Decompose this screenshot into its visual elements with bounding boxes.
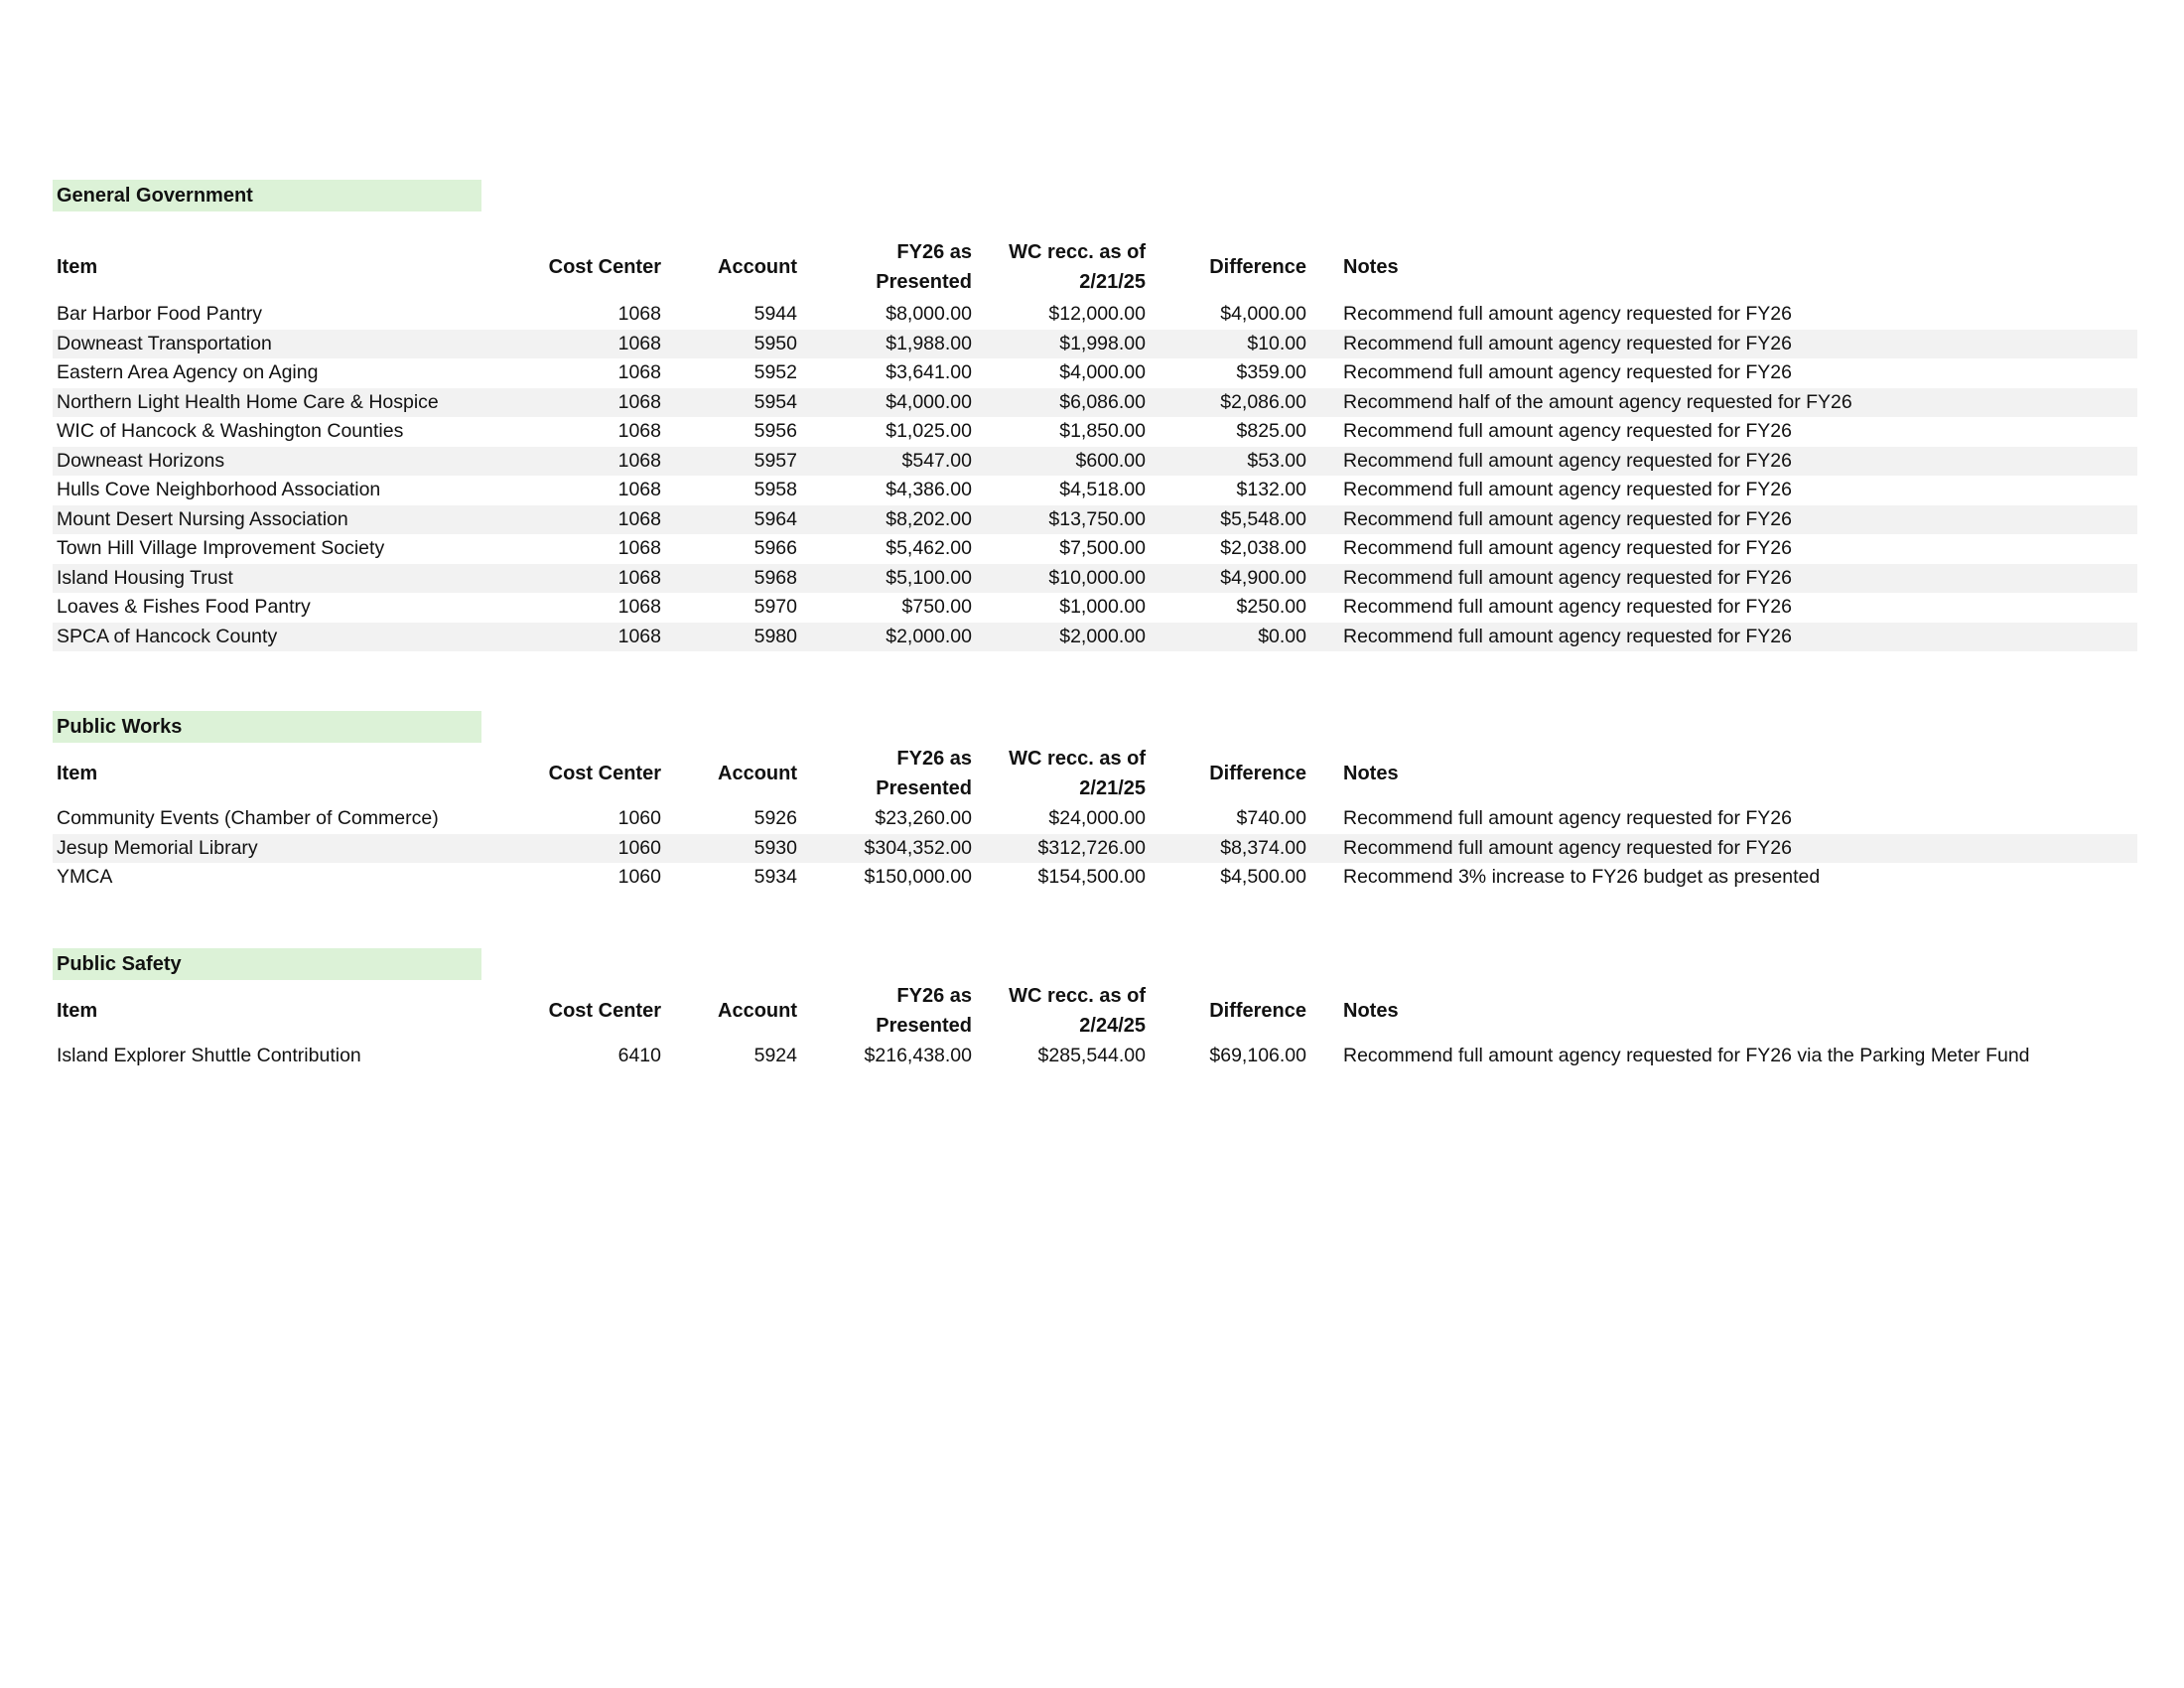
table-row [53,863,2137,893]
col-header-fy26-line1: FY26 as [896,748,972,770]
cell-difference: $2,038.00 [1220,537,1306,559]
cell-difference: $4,500.00 [1220,866,1306,888]
cell-cost-center: 1068 [617,390,661,413]
cell-item: Community Events (Chamber of Commerce) [57,807,439,829]
cell-item: Eastern Area Agency on Aging [57,361,319,383]
col-header-wc-date: 2/21/25 [1079,271,1146,293]
col-header-cost-center: Cost Center [548,256,661,278]
cell-account: 5926 [753,807,797,829]
cell-account: 5956 [753,420,797,442]
cell-difference: $132.00 [1236,479,1306,500]
cell-wc-recommendation: $154,500.00 [1037,866,1146,888]
col-header-fy26-line2: Presented [876,271,972,293]
col-header-cost-center: Cost Center [548,763,661,784]
cell-difference: $359.00 [1236,361,1306,383]
cell-wc-recommendation: $12,000.00 [1048,303,1146,325]
table-row [53,804,2137,834]
cell-cost-center: 1068 [617,507,661,530]
cell-fy26-presented: $2,000.00 [886,625,972,647]
col-header-fy26 [797,744,972,803]
col-header-notes: Notes [1343,1000,1399,1022]
cell-notes: Recommend full amount agency requested for FY26 [1343,303,1792,325]
table-row [53,593,2137,623]
cell-account: 5980 [753,625,797,647]
cell-cost-center: 1068 [617,537,661,559]
table-body [53,300,2137,651]
cell-item: Island Explorer Shuttle Contribution [57,1045,361,1066]
cell-wc-recommendation: $13,750.00 [1048,507,1146,530]
table-row [53,505,2137,535]
cell-account: 5957 [753,449,797,472]
cell-notes: Recommend full amount agency requested for FY26 [1343,807,1792,829]
cell-account: 5966 [753,537,797,559]
cell-account: 5934 [753,866,797,888]
cell-cost-center: 1068 [617,332,661,354]
col-header-wc-date: 2/21/25 [1079,777,1146,799]
cell-notes: Recommend full amount agency requested for FY26 [1343,361,1792,383]
table-row [53,388,2137,418]
cell-difference: $53.00 [1247,449,1306,472]
cell-difference: $740.00 [1236,807,1306,829]
col-header-fy26 [797,237,972,297]
col-header-wc [972,981,1146,1041]
cell-account: 5958 [753,479,797,500]
cell-account: 5930 [753,836,797,859]
cell-wc-recommendation: $2,000.00 [1059,625,1146,647]
cell-fy26-presented: $23,260.00 [875,807,972,829]
col-header-fy26-line2: Presented [876,1015,972,1037]
col-header-account: Account [718,1000,797,1022]
col-header-wc-line1: WC recc. as of [1009,985,1146,1007]
cell-account: 5924 [753,1045,797,1066]
section-title: Public Safety [53,948,481,980]
cell-fy26-presented: $1,988.00 [886,332,972,354]
col-header-fy26 [797,981,972,1041]
cell-wc-recommendation: $4,000.00 [1059,361,1146,383]
col-header-fy26-line2: Presented [876,777,972,799]
cell-item: Jesup Memorial Library [57,836,258,859]
cell-fy26-presented: $547.00 [901,449,972,472]
cell-difference: $10.00 [1247,332,1306,354]
cell-notes: Recommend full amount agency requested for FY26 [1343,625,1792,647]
cell-cost-center: 1060 [617,866,661,888]
cell-item: Hulls Cove Neighborhood Association [57,479,381,500]
cell-fy26-presented: $1,025.00 [886,420,972,442]
cell-item: Northern Light Health Home Care & Hospice [57,390,439,413]
cell-cost-center: 1060 [617,807,661,829]
table-row [53,358,2137,388]
cell-item: YMCA [57,866,113,888]
cell-wc-recommendation: $7,500.00 [1059,537,1146,559]
table-row [53,417,2137,447]
cell-notes: Recommend full amount agency requested for FY26 [1343,332,1792,354]
cell-notes: Recommend half of the amount agency requested for FY26 [1343,390,1852,413]
cell-item: SPCA of Hancock County [57,625,278,647]
cell-item: Mount Desert Nursing Association [57,507,348,530]
cell-wc-recommendation: $312,726.00 [1037,836,1146,859]
col-header-difference: Difference [1209,763,1306,784]
col-header-cost-center: Cost Center [548,1000,661,1022]
col-header-wc [972,744,1146,803]
cell-difference: $5,548.00 [1220,507,1306,530]
cell-fy26-presented: $750.00 [901,596,972,618]
cell-account: 5950 [753,332,797,354]
cell-notes: Recommend full amount agency requested for FY26 [1343,449,1792,472]
col-header-fy26-line1: FY26 as [896,241,972,263]
col-header-difference: Difference [1209,256,1306,278]
col-header-difference: Difference [1209,1000,1306,1022]
col-header-item: Item [57,1000,98,1022]
section-title: General Government [53,180,481,211]
col-header-item: Item [57,763,98,784]
cell-account: 5964 [753,507,797,530]
cell-account: 5970 [753,596,797,618]
cell-notes: Recommend full amount agency requested for FY26 [1343,836,1792,859]
table-header [53,237,2137,297]
cell-cost-center: 1068 [617,361,661,383]
col-header-notes: Notes [1343,763,1399,784]
col-header-fy26-line1: FY26 as [896,985,972,1007]
cell-fy26-presented: $8,202.00 [886,507,972,530]
cell-item: Downeast Transportation [57,332,272,354]
cell-wc-recommendation: $4,518.00 [1059,479,1146,500]
cell-item: Bar Harbor Food Pantry [57,303,263,325]
cell-fy26-presented: $216,438.00 [864,1045,972,1066]
cell-difference: $0.00 [1258,625,1306,647]
cell-fy26-presented: $3,641.00 [886,361,972,383]
cell-notes: Recommend full amount agency requested for FY26 [1343,479,1792,500]
cell-notes: Recommend full amount agency requested for FY26 [1343,507,1792,530]
col-header-wc-line1: WC recc. as of [1009,241,1146,263]
cell-item: Downeast Horizons [57,449,225,472]
cell-difference: $250.00 [1236,596,1306,618]
col-header-wc [972,237,1146,297]
cell-cost-center: 1068 [617,420,661,442]
table-body [53,804,2137,893]
cell-fy26-presented: $4,000.00 [886,390,972,413]
cell-cost-center: 1060 [617,836,661,859]
table-body [53,1042,2137,1071]
cell-wc-recommendation: $6,086.00 [1059,390,1146,413]
table-header [53,981,2137,1041]
cell-item: Town Hill Village Improvement Society [57,537,385,559]
cell-cost-center: 6410 [617,1045,661,1066]
table-row [53,300,2137,330]
table-row [53,834,2137,864]
cell-fy26-presented: $5,100.00 [886,566,972,589]
col-header-wc-date: 2/24/25 [1079,1015,1146,1037]
cell-wc-recommendation: $600.00 [1075,449,1146,472]
section-title: Public Works [53,711,481,743]
cell-difference: $4,000.00 [1220,303,1306,325]
cell-difference: $2,086.00 [1220,390,1306,413]
col-header-wc-line1: WC recc. as of [1009,748,1146,770]
cell-notes: Recommend full amount agency requested for FY26 [1343,566,1792,589]
table-row [53,564,2137,594]
col-header-item: Item [57,256,98,278]
cell-cost-center: 1068 [617,596,661,618]
cell-fy26-presented: $5,462.00 [886,537,972,559]
cell-account: 5968 [753,566,797,589]
cell-fy26-presented: $4,386.00 [886,479,972,500]
cell-fy26-presented: $8,000.00 [886,303,972,325]
col-header-notes: Notes [1343,256,1399,278]
cell-wc-recommendation: $285,544.00 [1037,1045,1146,1066]
cell-cost-center: 1068 [617,303,661,325]
cell-wc-recommendation: $1,998.00 [1059,332,1146,354]
cell-account: 5954 [753,390,797,413]
cell-notes: Recommend 3% increase to FY26 budget as presented [1343,866,1821,888]
cell-notes: Recommend full amount agency requested for FY26 [1343,537,1792,559]
cell-difference: $69,106.00 [1209,1045,1306,1066]
col-header-account: Account [718,256,797,278]
cell-account: 5952 [753,361,797,383]
cell-wc-recommendation: $1,850.00 [1059,420,1146,442]
cell-item: Loaves & Fishes Food Pantry [57,596,311,618]
cell-cost-center: 1068 [617,479,661,500]
cell-notes: Recommend full amount agency requested for FY26 [1343,596,1792,618]
table-row [53,330,2137,359]
table-row [53,534,2137,564]
cell-difference: $8,374.00 [1220,836,1306,859]
cell-wc-recommendation: $1,000.00 [1059,596,1146,618]
table-row [53,476,2137,505]
cell-account: 5944 [753,303,797,325]
col-header-account: Account [718,763,797,784]
cell-item: WIC of Hancock & Washington Counties [57,420,404,442]
table-row [53,1042,2137,1071]
cell-difference: $4,900.00 [1220,566,1306,589]
cell-fy26-presented: $150,000.00 [864,866,972,888]
cell-fy26-presented: $304,352.00 [864,836,972,859]
cell-wc-recommendation: $10,000.00 [1048,566,1146,589]
table-row [53,623,2137,652]
cell-cost-center: 1068 [617,566,661,589]
cell-difference: $825.00 [1236,420,1306,442]
cell-item: Island Housing Trust [57,566,233,589]
cell-wc-recommendation: $24,000.00 [1048,807,1146,829]
cell-cost-center: 1068 [617,449,661,472]
cell-cost-center: 1068 [617,625,661,647]
cell-notes: Recommend full amount agency requested for FY26 [1343,420,1792,442]
cell-notes: Recommend full amount agency requested for FY26 via the Parking Meter Fund [1343,1045,2030,1066]
table-row [53,447,2137,477]
table-header [53,744,2137,803]
